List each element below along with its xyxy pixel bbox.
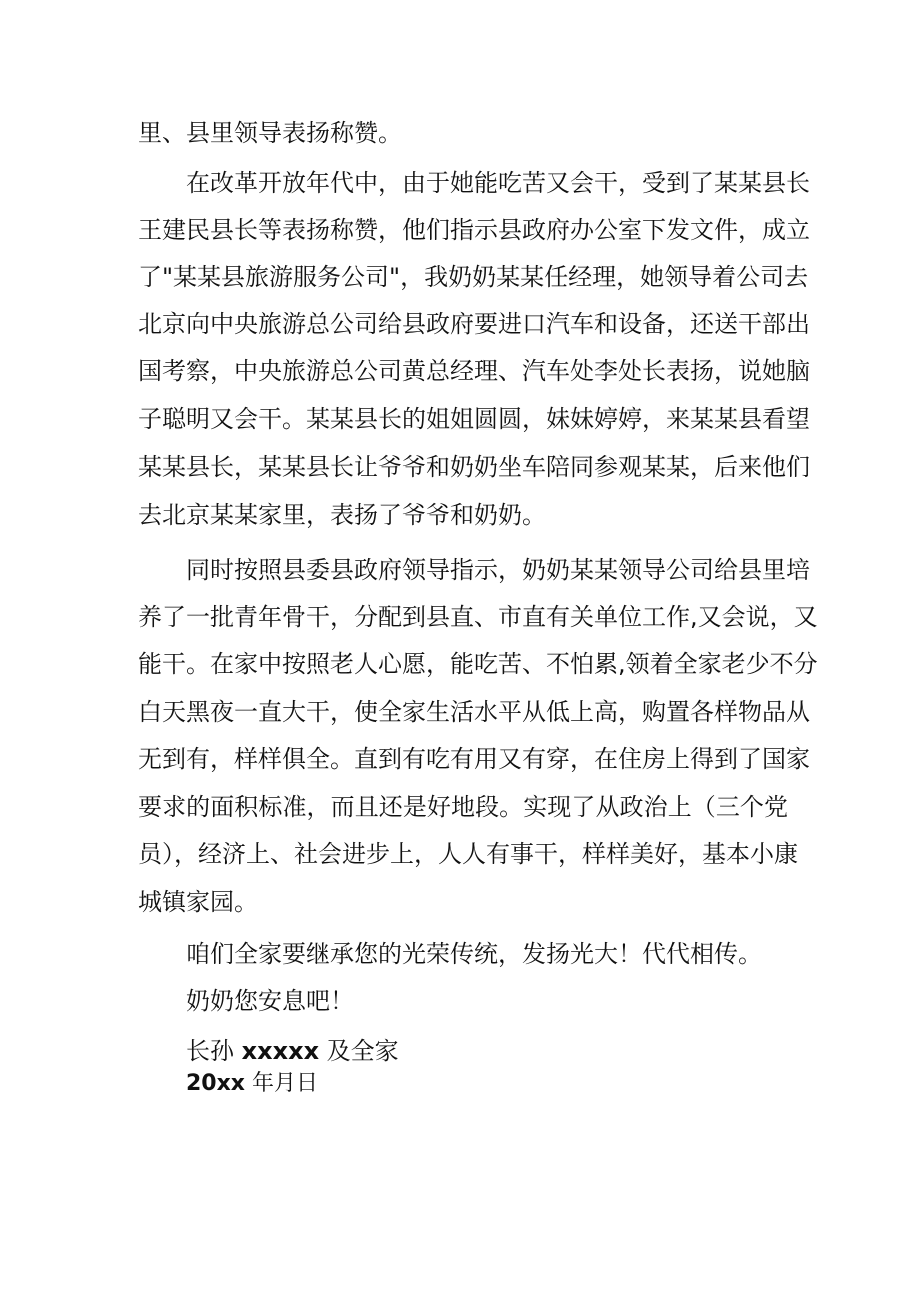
paragraph-line: 在改革开放年代中，由于她能吃苦又会干，受到了某某县长 <box>186 169 810 197</box>
date-rest: 年月日 <box>245 1071 318 1096</box>
paragraph-line: 城镇家园。 <box>138 888 258 916</box>
paragraph-line: 无到有，样样俱全。直到有吃有用又有穿，在住房上得到了国家 <box>138 745 810 773</box>
paragraph-line: 某某县长，某某县长让爷爷和奶奶坐车陪同参观某某，后来他们 <box>138 453 810 481</box>
paragraph-line: 员），经济上、社会进步上，人人有事干，样样美好，基本小康 <box>138 840 798 868</box>
paragraph-line: 北京向中央旅游总公司给县政府要进口汽车和设备，还送干部出 <box>138 310 810 338</box>
signature-prefix: 长孙 <box>186 1037 242 1065</box>
paragraph-line: 养了一批青年骨干，分配到县直、市直有关单位工作,又会说，又 <box>138 603 818 631</box>
date-year: 20xx <box>186 1071 245 1096</box>
paragraph-line: 能干。在家中按照老人心愿，能吃苦、不怕累,领着全家老少不分 <box>138 650 818 678</box>
paragraph-line: 奶奶您安息吧！ <box>186 987 354 1015</box>
paragraph-line: 子聪明又会干。某某县长的姐姐圆圆，妹妹婷婷，来某某县看望 <box>138 405 810 433</box>
paragraph-line: 国考察，中央旅游总公司黄总经理、汽车处李处长表扬，说她脑 <box>138 357 810 385</box>
paragraph-line: 里、县里领导表扬称赞。 <box>138 119 402 147</box>
signature-name: xxxxx <box>241 1037 320 1065</box>
paragraph-line: 白天黑夜一直大干，使全家生活水平从低上高，购置各样物品从 <box>138 698 810 726</box>
paragraph-line: 了"某某县旅游服务公司"，我奶奶某某任经理，她领导着公司去 <box>138 263 809 291</box>
signature-suffix: 及全家 <box>319 1037 399 1065</box>
paragraph-line: 同时按照县委县政府领导指示，奶奶某某领导公司给县里培 <box>186 556 810 584</box>
date-line <box>186 1069 318 1099</box>
paragraph-line: 要求的面积标准，而且还是好地段。实现了从政治上（三个党 <box>138 793 788 821</box>
signature-line <box>186 1035 399 1067</box>
paragraph-line: 去北京某某家里，表扬了爷爷和奶奶。 <box>138 501 546 529</box>
paragraph-line: 咱们全家要继承您的光荣传统，发扬光大！代代相传。 <box>186 940 762 968</box>
paragraph-line: 王建民县长等表扬称赞，他们指示县政府办公室下发文件，成立 <box>138 216 810 244</box>
